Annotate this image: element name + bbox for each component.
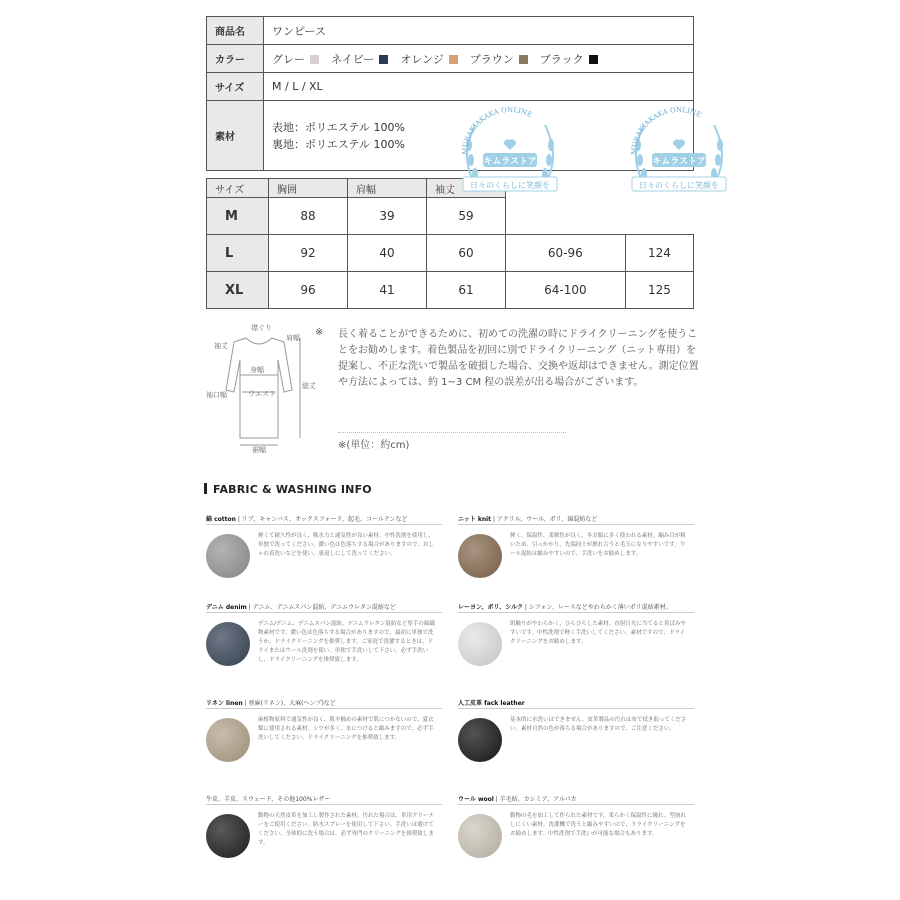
size-cell: 125 [625, 272, 693, 309]
material-line: 裏地：ポリエステル 100% [272, 137, 405, 151]
stamp-ribbon: 日々のくらしに笑顔を [639, 181, 719, 190]
size-header: 袖丈 [426, 179, 505, 198]
color-name: オレンジ [400, 52, 444, 66]
material-line: 表地：ポリエステル 100% [272, 120, 405, 134]
stamp-arc-text: MURAKIAKAKA ONLINE [629, 105, 703, 156]
fabric-section-title [204, 483, 372, 496]
fabric-item-divider [206, 524, 442, 525]
diagram-label-sleeve: 袖丈 [214, 342, 228, 350]
size-header: 肩幅 [347, 179, 426, 198]
fabric-item-name: ウール wool [458, 796, 494, 803]
size-header: 胸囲 [269, 179, 348, 198]
stamp-arc-text: MURAKIAKAKA ONLINE [460, 105, 534, 156]
fabric-item-heading [206, 698, 336, 707]
fabric-item-heading [458, 602, 672, 611]
care-note: 長く着ることができるために、初めての洗濯の時にドライクリーニングを使うことをお勧めします。着色製品を初回に別でドライクリーニング（ニット専用）を提案し、不正な洗いで製品を破損した場合、交換や返却はできません。測定位置や方法によっては、約 1~3 CM 程の誤差が出る場合がございます。 [338, 329, 699, 388]
fabric-swatch [206, 814, 250, 858]
fabric-item-name: 人工皮革 fack leather [458, 700, 525, 707]
diagram-label-length: 総丈 [302, 382, 316, 390]
color-name: グレー [272, 52, 305, 66]
size-header: サイズ [207, 179, 269, 198]
fabric-item-sub: | 亜麻(リネン)、大麻(ヘンプ)など [242, 700, 336, 707]
color-list [264, 45, 694, 73]
size-cell: 39 [347, 198, 426, 235]
value-size: M / L / XL [264, 73, 694, 101]
fabric-item-divider [458, 708, 694, 709]
size-cell: 124 [625, 235, 693, 272]
unit-note: ※(単位：約cm) [338, 440, 410, 451]
fabric-item-sub: | 羊毛紡、カシミア、アルパカ [493, 796, 577, 803]
size-cell: 92 [269, 235, 348, 272]
stamp-ribbon: 日々のくらしに笑顔を [470, 181, 550, 190]
fabric-item-heading [206, 602, 396, 611]
fabric-title-text: FABRIC & WASHING INFO [213, 483, 372, 496]
fabric-item-heading [458, 794, 577, 803]
size-label: L [207, 235, 269, 272]
fabric-item-sub: 牛皮、羊皮、スウェード、その他100%レザー [206, 796, 331, 803]
diagram-label-body-width: 身幅 [250, 366, 264, 374]
fabric-item-divider [458, 612, 694, 613]
fabric-item-description: 動物の天然皮革を加工し製作された素材。汚れた場合は、革用クリーナーをご使用ください。防水スプレーを使用して下さい。手洗いは避けてください。全体的に洗う場合は、必ず専門のクリーニングを推奨致します。 [258, 813, 435, 846]
size-cell: 40 [347, 235, 426, 272]
garment-measurement-diagram [204, 320, 314, 455]
fabric-item-heading [458, 698, 525, 707]
fabric-item-divider [206, 708, 442, 709]
note-mark: ※ [315, 327, 324, 338]
fabric-item-heading [458, 514, 597, 523]
fabric-item-heading [206, 794, 330, 803]
fabric-swatch [458, 814, 502, 858]
size-cell: 60 [426, 235, 505, 272]
fabric-swatch [458, 534, 502, 578]
color-swatch-navy [379, 55, 388, 64]
label-color: カラー [207, 45, 264, 73]
fabric-item-description: 肌触りがやわらかく、ひらひらした素材。直射日光に当てると黄ばみやすいです。中性洗剤で軽く手洗いしてください。素材ですので、ドライクリーニングをお勧めします。 [510, 621, 686, 645]
fabric-item-sub: | リブ、キャンバス、オックスフォード、起毛、コールテンなど [235, 516, 408, 523]
fabric-item-description: 基本的に水洗いはできません。皮革製品の汚れは布で拭き取ってください。素材自然の色が落ちる場合がありますので、ご注意ください。 [510, 717, 687, 732]
diagram-label-neck: 襟ぐり [251, 324, 272, 332]
value-product-name: ワンピース [264, 17, 694, 45]
color-swatch-gray [310, 55, 319, 64]
diagram-label-hem: 裾幅 [252, 446, 266, 454]
fabric-item-name: レーヨン、ポリ、シルク [458, 604, 523, 611]
color-swatch-brown [519, 55, 528, 64]
size-cell: 41 [347, 272, 426, 309]
size-cell: 60-96 [505, 235, 625, 272]
store-stamp-watermark [445, 90, 575, 220]
fabric-item-divider [206, 804, 442, 805]
svg-text:MURAKIAKAKA ONLINE [461, 106, 534, 155]
fabric-item-name: リネン linen [206, 700, 243, 707]
store-stamp-watermark [614, 90, 744, 220]
stamp-name: キムラストア [483, 157, 537, 167]
fabric-item-divider [458, 804, 694, 805]
color-name: ブラック [539, 52, 584, 66]
size-cell: 64-100 [505, 272, 625, 309]
fabric-item-divider [206, 612, 442, 613]
fabric-swatch [458, 622, 502, 666]
fabric-swatch [206, 718, 250, 762]
fabric-item-description: 麻植物原料で通気性が良く、肌辛触めの素材で肌につかないので、夏衣類に使用される素材。シワが多く、水につけると縮みますので、必ず手洗いしてください。ドライクリーニングを推奨致します。 [258, 717, 434, 741]
divider [338, 432, 566, 433]
svg-text:MURAKIAKAKA ONLINE [630, 106, 703, 155]
color-swatch-orange [449, 55, 458, 64]
fabric-swatch [206, 534, 250, 578]
fabric-item-sub: | アクリル、ウール、ポリ、綿混紡など [491, 516, 598, 523]
diagram-label-shoulder: 肩幅 [286, 334, 300, 342]
size-label: M [207, 198, 269, 235]
fabric-item-divider [458, 524, 694, 525]
diagram-label-waist: ウエスト [248, 390, 276, 398]
fabric-item-name: 綿 cotton [206, 516, 236, 523]
size-label: XL [207, 272, 269, 309]
size-cell: 61 [426, 272, 505, 309]
fabric-swatch [206, 622, 250, 666]
diagram-label-cuff: 袖口幅 [206, 391, 227, 399]
fabric-item-name: デニム denim [206, 604, 247, 611]
label-product-name: 商品名 [207, 17, 264, 45]
fabric-item-sub: | シフォン、レースなどやわらかく薄いポリ混紡素材。 [522, 604, 672, 611]
fabric-item-description: デニム/デニム、デニムスパン混紡、デニムウレタン混紡など厚手の綿織物素材です。濃い色は色落ちする場合がありますので、最初に単独で洗うか、ドライクリーニングを推奨します。ご家庭で洗濯するときは、ドライまたはウール洗剤を使い、単独で手洗いして下さい。必ず手洗いし、ドライクリーニングを推奨致します。 [258, 621, 435, 663]
fabric-item-description: 動物の毛を加工して作られた素材です。柔らかく保温性に優れ、型崩れしにくい素材。洗濯機で洗うと縮みやすいので、ドライクリーニングをお勧めします。中性洗剤で手洗いが可能な場合もあります。 [510, 813, 686, 837]
color-name: ブラウン [469, 52, 514, 66]
fabric-item-description: 軽く、保温性、柔軟性が良く、冬お服に多く使われる素材。編み目が粗いため、引っかかり、先端同士が擦れ合うと毛玉になりやすいです。ウール混紡は縮みやすいので、手洗いをお勧めします。 [510, 533, 686, 557]
stamp-name: キムラストア [652, 157, 706, 167]
size-cell: 88 [269, 198, 348, 235]
size-cell: 59 [426, 198, 505, 235]
label-material: 素材 [207, 101, 264, 171]
color-swatch-black [589, 55, 598, 64]
fabric-item-description: 軽くて耐久性が良く、吸水力と通気性が良い素材。中性洗剤を使用し、単独で洗ってください。濃い色は色落ちする場合がありますので、おしゃれ着洗いなどを使い、裏返しにして洗ってください。 [258, 533, 434, 557]
fabric-item-heading [206, 514, 408, 523]
color-name: ネイビー [331, 52, 375, 66]
label-size: サイズ [207, 73, 264, 101]
size-cell: 96 [269, 272, 348, 309]
fabric-swatch [458, 718, 502, 762]
fabric-item-sub: | デニム、デニムスパン混紡、デニムウレタン混紡など [246, 604, 396, 611]
fabric-item-name: ニット knit [458, 516, 492, 523]
